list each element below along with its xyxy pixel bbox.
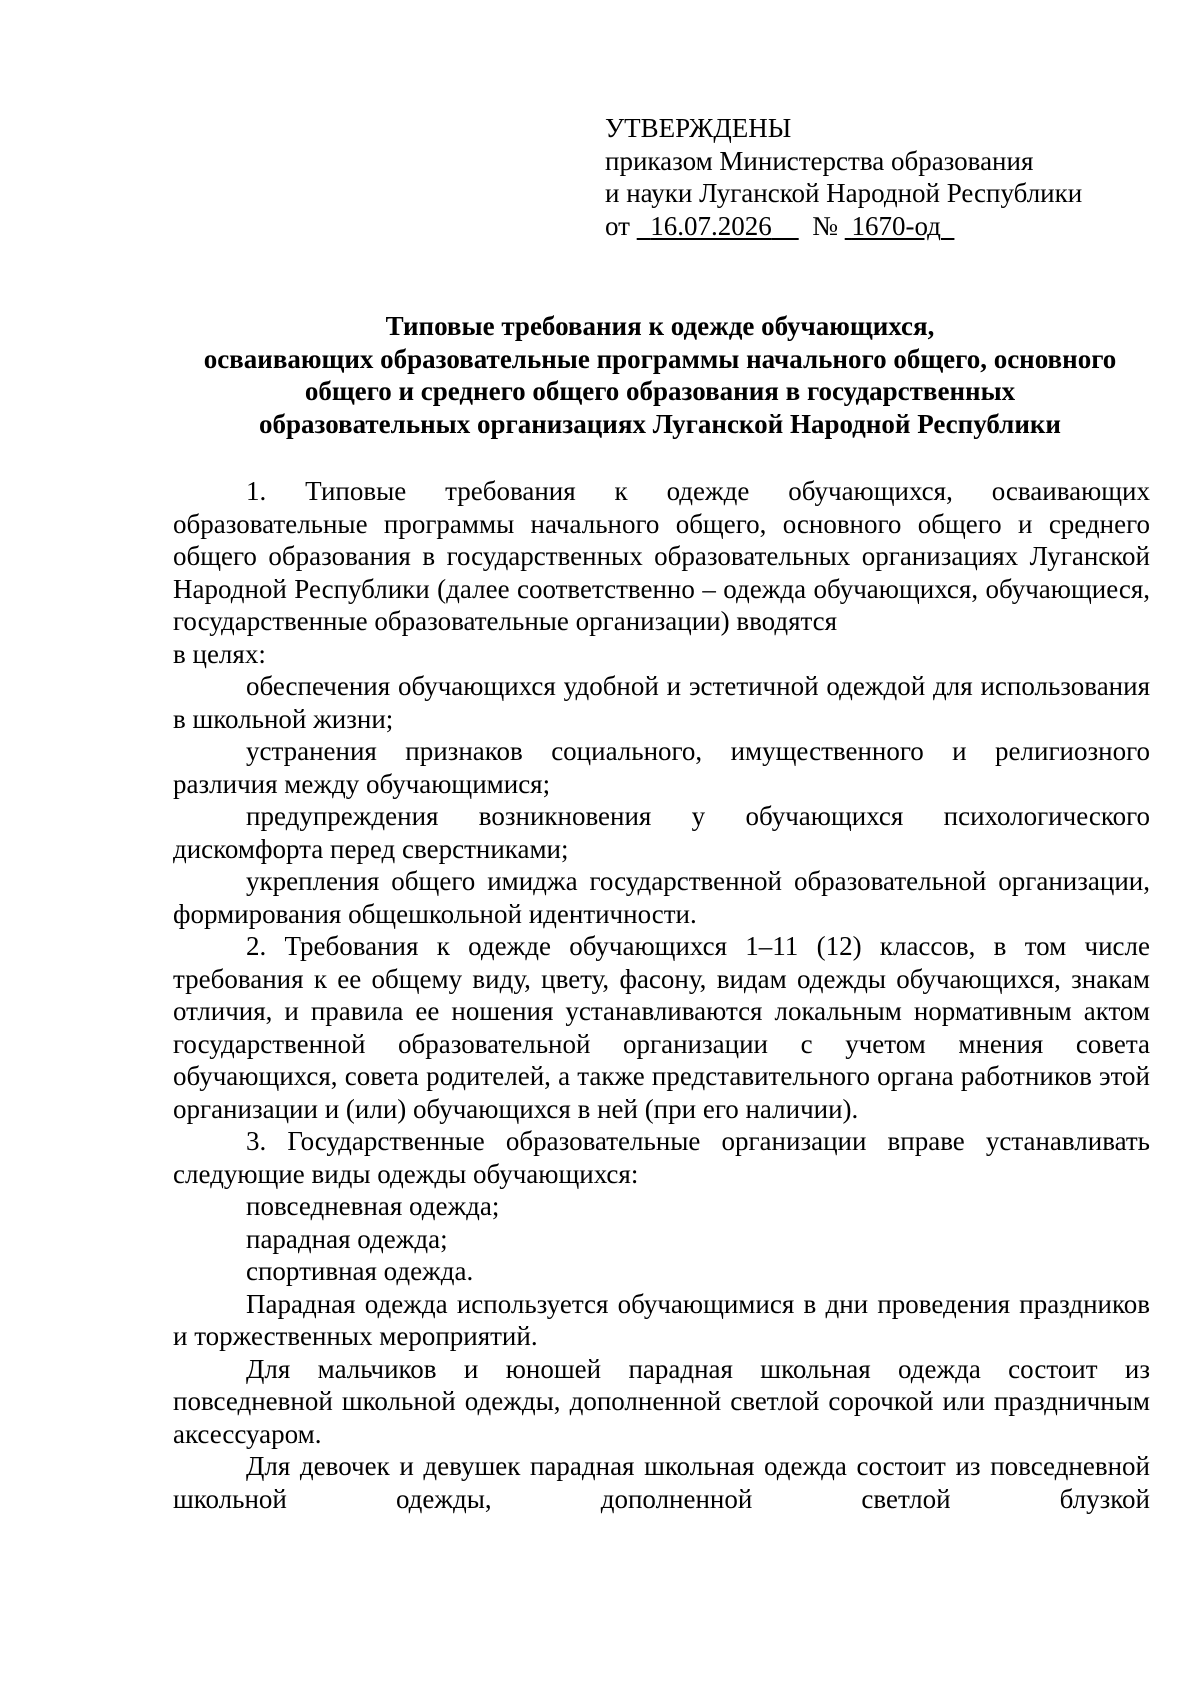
order-date: 16.07.2026 [650,210,772,241]
paragraph-6: Для девочек и девушек парадная школьная одежда состоит из повседневной школьной одежды, дополненной светлой блузкой [173,1451,1150,1514]
title-line-4: образовательных организациях Луганской Народной Республики [259,408,1061,439]
kind-item-3: спортивная одежда. [246,1256,474,1286]
approval-date-line [605,210,1165,243]
document-title [160,310,1160,440]
approval-block [605,112,1165,242]
title-line-2: осваивающих образовательные программы начального общего, основного [203,343,1117,374]
title-line-1: Типовые требования к одежде обучающихся, [385,311,935,341]
paragraph-1-tail: в целях: [173,638,266,669]
goal-item-2: устранения признаков социального, имущественного и религиозного различия между обучающимися; [173,736,1150,799]
date-prefix: от [605,210,630,241]
paragraph-2: 2. Требования к одежде обучающихся 1–11 (12) классов, в том числе требования к ее общему виду, цвету, фасону, видам одежды обучающихся, знакам отличия, и правила ее ношения устанавливаются локальным нормативным актом государственной образовательной организации с учетом мнения совета обучающихся, совета родителей, а также представительного органа работников этой организации и (или) обучающихся в ней (при его наличии). [173,931,1150,1124]
paragraph-5: Для мальчиков и юношей парадная школьная одежда состоит из повседневной школьной одежды, дополненной светлой сорочкой или праздничным аксессуаром. [173,1353,1150,1449]
approval-heading: УТВЕРЖДЕНЫ [605,113,792,143]
approval-line-1: приказом Министерства образования [605,145,1034,176]
paragraph-3: 3. Государственные образовательные организации вправе устанавливать следующие виды одежды обучающихся: [173,1126,1150,1189]
goal-item-3: предупреждения возникновения у обучающихся психологического дискомфорта перед сверстниками; [173,801,1150,864]
order-number: 1670-од [851,210,941,241]
number-prefix: № [812,210,838,241]
paragraph-1: 1. Типовые требования к одежде обучающихся, осваивающих образовательные программы начального общего, основного общего и среднего общего образования в государственных образовательных организациях Луганской Народной Республики (далее соответственно – одежда обучающихся, обучающиеся, государственные образовательные организации) вводятся [173,476,1150,636]
goal-item-4: укрепления общего имиджа государственной образовательной организации, формирования общешкольной идентичности. [173,866,1150,929]
kind-item-1: повседневная одежда; [246,1191,500,1221]
title-line-3: общего и среднего общего образования в государственных [304,376,1016,406]
paragraph-4: Парадная одежда используется обучающимися в дни проведения праздников и торжественных мероприятий. [173,1288,1150,1351]
approval-line-2: и науки Луганской Народной Республики [605,178,1083,208]
kind-item-2: парадная одежда; [246,1223,448,1254]
document-body [173,475,1150,1515]
goal-item-1: обеспечения обучающихся удобной и эстетичной одеждой для использования в школьной жизни; [173,671,1150,734]
